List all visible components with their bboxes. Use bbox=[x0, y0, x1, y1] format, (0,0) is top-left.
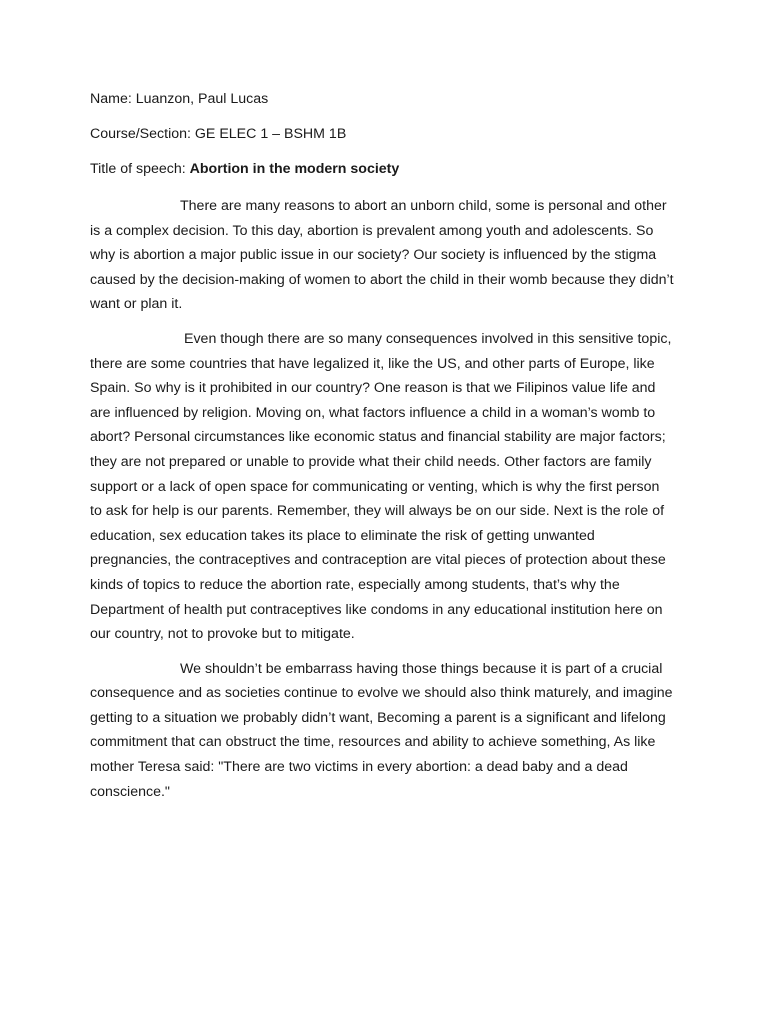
name-value: Luanzon, Paul Lucas bbox=[135, 91, 269, 107]
speech-title-value: Abortion in the modern society bbox=[189, 161, 400, 177]
speech-title-line bbox=[90, 159, 674, 179]
course-value: GE ELEC 1 – BSHM 1B bbox=[194, 126, 347, 142]
body-paragraph: Even though there are so many consequences involved in this sensitive topic, there are some countries that have legalized it, like the US, and other parts of Europe, like Spain. So why is it prohibited in our country? One reason is that we Filipinos value life and are influenced by religion. Moving on, what factors influence a child in a woman’s womb to abort? Personal circumstances like economic status and financial stability are major factors; they are not prepared or unable to provide what their child needs. Other factors are family support or a lack of open space for communicating or venting, which is why the first person to ask for help is our parents. Remember, they will always be on our side. Next is the role of education, sex education takes its place to eliminate the risk of getting unwanted pregnancies, the contraceptives and contraception are vital pieces of protection about these kinds of topics to reduce the abortion rate, especially among students, that’s why the Department of health put contraceptives like condoms in any educational institution here on our country, not to provoke but to mitigate. bbox=[90, 330, 672, 643]
name-label: Name: bbox=[90, 91, 136, 107]
course-label: Course/Section: bbox=[90, 126, 195, 142]
body-paragraph: There are many reasons to abort an unborn child, some is personal and other is a complex decision. To this day, abortion is prevalent among youth and adolescents. So why is abortion a major public issue in our society? Our society is influenced by the stigma caused by the decision-making of women to abort the child in their womb because they didn’t want or plan it. bbox=[90, 198, 674, 313]
speech-title-label: Title of speech: bbox=[90, 161, 190, 177]
course-line bbox=[90, 124, 674, 144]
name-line bbox=[90, 89, 674, 109]
body-paragraph: We shouldn’t be embarrass having those things because it is part of a crucial consequence and as societies continue to evolve we should also think maturely, and imagine getting to a situation we probably didn’t want, Becoming a parent is a significant and lifelong commitment that can obstruct the time, resources and ability to achieve something, As like mother Teresa said: "There are two victims in every abortion: a dead baby and a dead conscience." bbox=[90, 660, 673, 800]
document-page bbox=[90, 89, 674, 814]
